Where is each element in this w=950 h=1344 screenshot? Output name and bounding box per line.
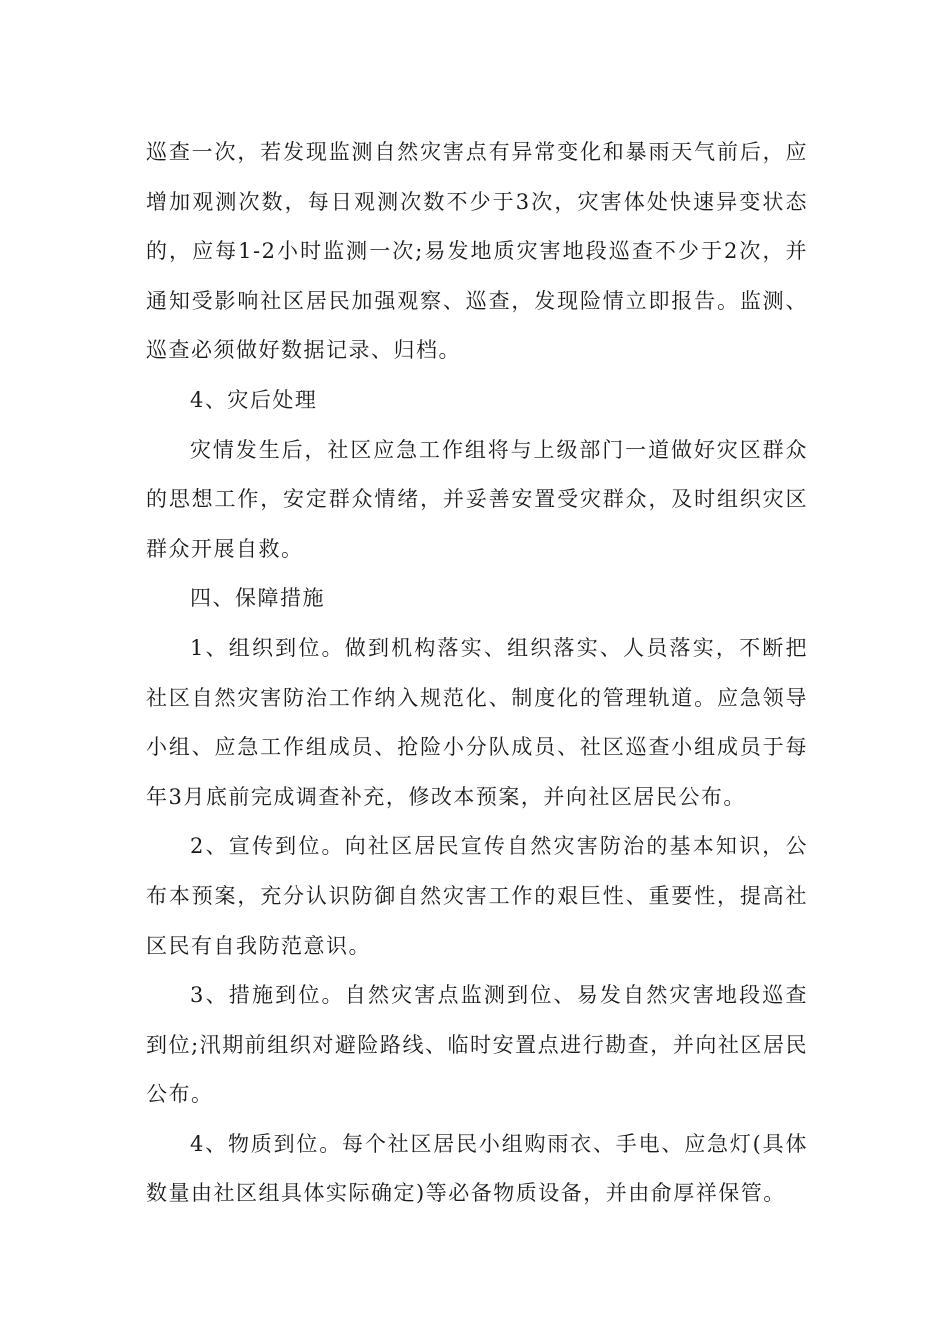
paragraph-measures-in-place: 3、措施到位。自然灾害点监测到位、易发自然灾害地段巡查到位;汛期前组织对避险路线、临时安置点进行勘查，并向社区居民公布。 <box>146 983 808 1107</box>
heading-post-disaster-handling: 4、灾后处理 <box>190 387 318 412</box>
paragraph-organization-in-place: 1、组织到位。做到机构落实、组织落实、人员落实，不断把社区自然灾害防治工作纳入规范化、制度化的管理轨道。应急领导小组、应急工作组成员、抢险小分队成员、社区巡查小组成员于每年3月底前完成调查补充，修改本预案，并向社区居民公布。 <box>146 635 808 809</box>
heading-safeguard-measures: 四、保障措施 <box>190 586 325 611</box>
paragraph-post-disaster-handling: 灾情发生后，社区应急工作组将与上级部门一道做好灾区群众的思想工作，安定群众情绪，并妥善安置受灾群众，及时组织灾区群众开展自救。 <box>146 437 808 561</box>
paragraph-publicity-in-place: 2、宣传到位。向社区居民宣传自然灾害防治的基本知识，公布本预案，充分认识防御自然灾害工作的艰巨性、重要性，提高社区民有自我防范意识。 <box>146 834 808 958</box>
paragraph-materials-in-place: 4、物质到位。每个社区居民小组购雨衣、手电、应急灯(具体数量由社区组具体实际确定)等必备物质设备，并由俞厚祥保管。 <box>146 1131 808 1206</box>
document-body <box>146 128 808 1219</box>
paragraph-monitoring-continued: 巡查一次，若发现监测自然灾害点有异常变化和暴雨天气前后，应增加观测次数，每日观测次数不少于3次，灾害体处快速异变状态的，应每1-2小时监测一次;易发地质灾害地段巡查不少于2次，并通知受影响社区居民加强观察、巡查，发现险情立即报告。监测、巡查必须做好数据记录、归档。 <box>146 140 808 363</box>
